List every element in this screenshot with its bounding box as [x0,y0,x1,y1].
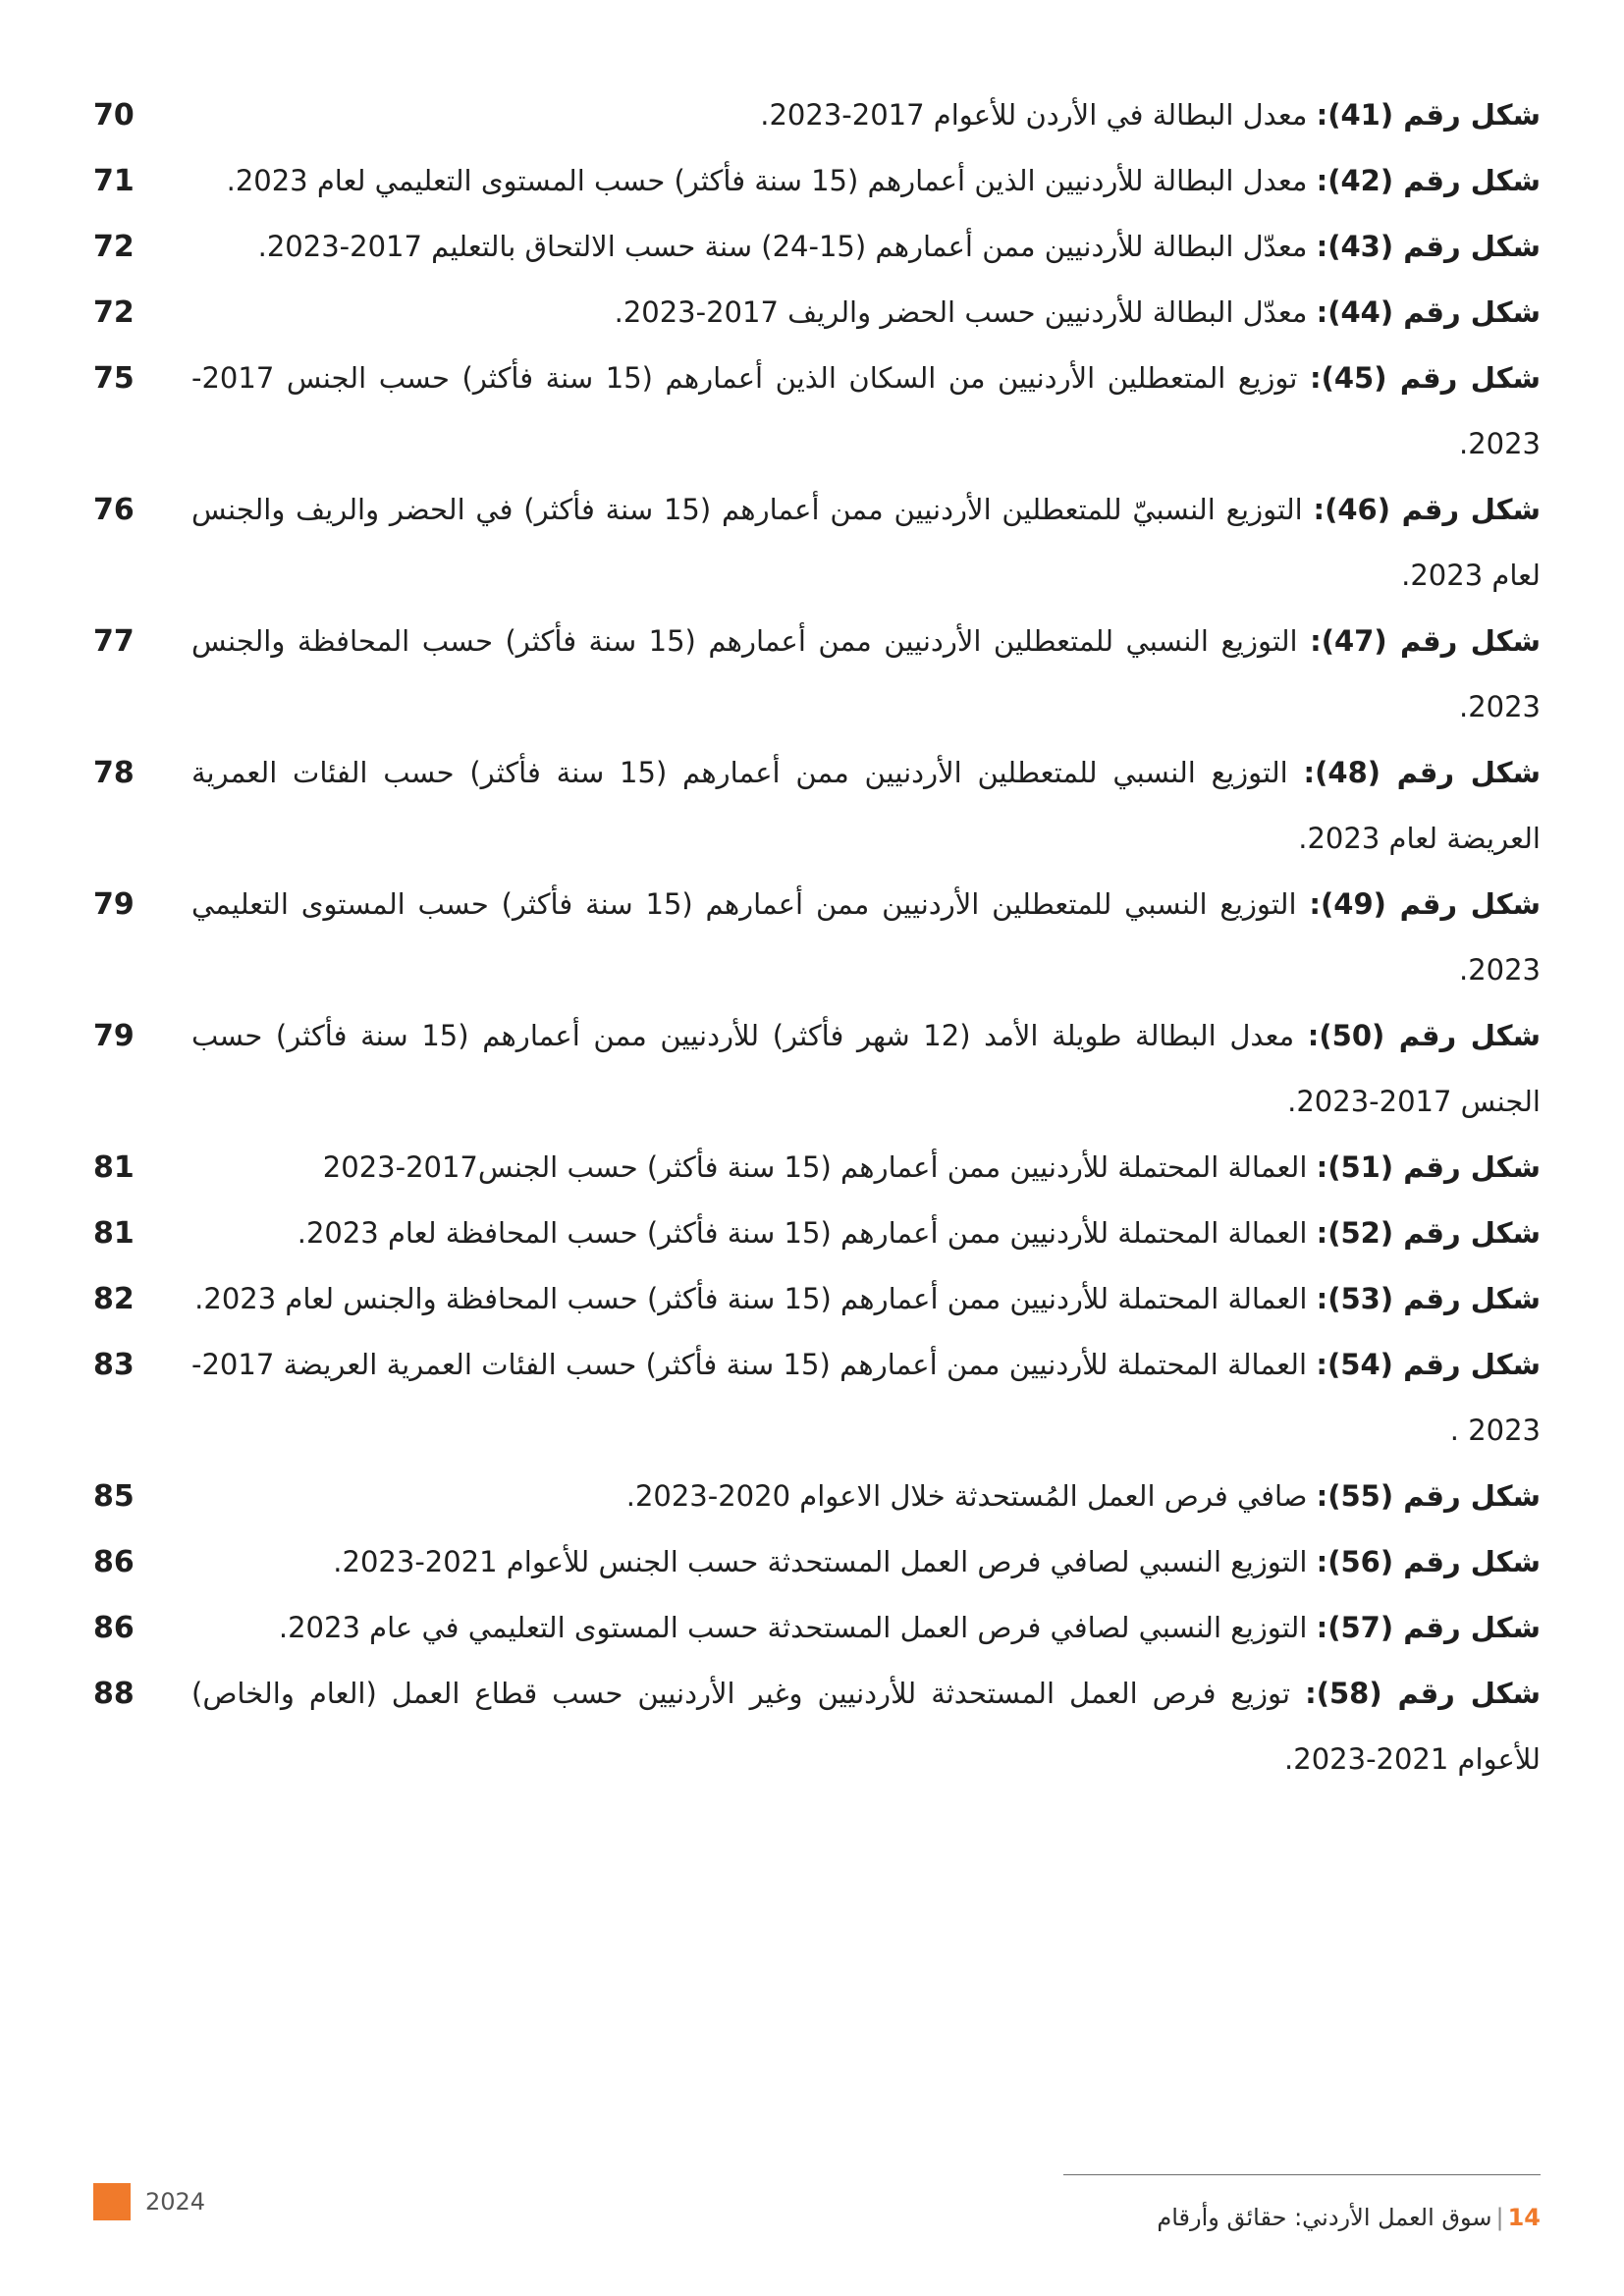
figure-title: العمالة المحتملة للأردنيين ممن أعمارهم (15 سنة فأكثر) حسب المحافظة والجنس لعام 2023. [194,1282,1308,1315]
toc-entry-text [191,1201,1541,1266]
toc-entry-text [191,1595,1541,1661]
page-number: 82 [93,1282,135,1316]
page-number: 77 [93,624,135,659]
toc-entry [93,1529,1541,1595]
page-number: 76 [93,493,135,527]
toc-entry-text [191,1332,1541,1464]
page-number: 75 [93,361,135,396]
toc-entry-text [191,609,1541,740]
figure-label: شكل رقم (48): [1303,756,1542,789]
toc-entry-text [191,740,1541,872]
footer-accent-square [93,2183,131,2220]
page-number: 81 [93,1216,135,1251]
footer-book-title: سوق العمل الأردني: حقائق وأرقام [1157,2204,1492,2231]
toc-entry [93,1201,1541,1266]
page-number: 81 [93,1150,135,1185]
figure-label: شكل رقم (54): [1316,1348,1542,1381]
toc-entry [93,740,1542,872]
toc-entry [93,477,1541,609]
figure-title: التوزيع النسبي للمتعطلين الأردنيين ممن أعمارهم (15 سنة فأكثر) حسب المستوى التعليمي 2023. [191,887,1541,987]
toc-entry [93,609,1542,740]
toc-entry-text [191,1529,1541,1595]
page-number: 71 [93,164,135,198]
toc-entry-text [191,477,1541,609]
toc-entry-text [191,1464,1541,1529]
toc-entry-text [191,872,1541,1003]
toc-entry [93,214,1541,280]
page-number: 85 [93,1479,135,1514]
page-number: 72 [93,295,135,330]
footer-divider [1063,2174,1541,2175]
toc-entry [93,82,1541,148]
toc-entry [93,1464,1541,1529]
toc-entry [93,872,1541,1003]
page-number: 78 [93,756,135,790]
figure-title: التوزيع النسبي للمتعطلين الأردنيين ممن أعمارهم (15 سنة فأكثر) حسب الفئات العمرية العريضة لعام 2023. [191,756,1541,855]
figure-label: شكل رقم (50): [1307,1019,1541,1052]
figure-title: التوزيع النسبي لصافي فرص العمل المستحدثة حسب المستوى التعليمي في عام 2023. [278,1611,1308,1644]
figure-title: العمالة المحتملة للأردنيين ممن أعمارهم (15 سنة فأكثر) حسب الفئات العمرية العريضة 2017-2023 . [191,1348,1541,1447]
toc-entry-text [191,280,1541,346]
figure-title: التوزيع النسبي لصافي فرص العمل المستحدثة حسب الجنس للأعوام 2021-2023. [333,1545,1308,1578]
page-number: 86 [93,1545,135,1579]
figure-label: شكل رقم (46): [1313,493,1541,526]
figure-title: معدّل البطالة للأردنيين حسب الحضر والريف 2017-2023. [614,295,1308,329]
footer-title-block [1157,2200,1541,2235]
page-number: 88 [93,1677,135,1711]
toc-entry [93,1661,1542,1792]
page-number: 79 [93,887,135,922]
toc-entry [93,1266,1541,1332]
toc-entry-text [191,148,1541,214]
page-number: 83 [93,1348,135,1382]
figure-title: معدل البطالة طويلة الأمد (12 شهر فأكثر) للأردنيين ممن أعمارهم (15 سنة فأكثر) حسب الجنس 2017-2023. [191,1019,1541,1118]
figure-title: توزيع فرص العمل المستحدثة للأردنيين وغير الأردنيين حسب قطاع العمل (العام والخاص) للأعوام 2021-2023. [191,1677,1541,1776]
toc-entry [93,1135,1541,1201]
toc-entry-text [191,1135,1541,1201]
figure-label: شكل رقم (52): [1316,1216,1541,1250]
page-number: 72 [93,230,135,264]
figure-label: شكل رقم (51): [1316,1150,1541,1184]
toc-entry-text [191,1266,1541,1332]
page-number: 79 [93,1019,135,1053]
figure-label: شكل رقم (44): [1316,295,1541,329]
figure-title: توزيع المتعطلين الأردنيين من السكان الذين أعمارهم (15 سنة فأكثر) حسب الجنس 2017-2023. [191,361,1541,460]
toc-entry-text [191,1661,1541,1792]
figure-title: العمالة المحتملة للأردنيين ممن أعمارهم (15 سنة فأكثر) حسب المحافظة لعام 2023. [297,1216,1308,1250]
toc-entry-text [191,1003,1541,1135]
toc-entry-text [191,214,1541,280]
toc-entry [93,1332,1542,1464]
toc-entry-text [191,82,1541,148]
figure-title: صافي فرص العمل المُستحدثة خلال الاعوام 2020-2023. [625,1479,1308,1513]
figure-label: شكل رقم (53): [1316,1282,1541,1315]
toc-entry [93,1003,1541,1135]
figure-title: التوزيع النسبي للمتعطلين الأردنيين ممن أعمارهم (15 سنة فأكثر) حسب المحافظة والجنس 2023. [191,624,1541,723]
figure-title: معدل البطالة للأردنيين الذين أعمارهم (15 سنة فأكثر) حسب المستوى التعليمي لعام 2023. [226,164,1308,197]
figure-label: شكل رقم (49): [1309,887,1541,921]
figure-label: شكل رقم (41): [1316,98,1541,132]
figure-list [93,82,1542,1792]
toc-entry [93,280,1541,346]
figure-title: التوزيع النسبيّ للمتعطلين الأردنيين ممن أعمارهم (15 سنة فأكثر) في الحضر والريف والجنس لعام 2023. [191,493,1541,592]
footer-page-number: 14 [1507,2204,1541,2231]
figure-label: شكل رقم (43): [1316,230,1541,263]
figure-label: شكل رقم (57): [1316,1611,1541,1644]
figure-label: شكل رقم (55): [1316,1479,1541,1513]
toc-entry [93,148,1541,214]
figure-label: شكل رقم (58): [1305,1677,1542,1710]
footer-separator: | [1495,2204,1504,2231]
figure-label: شكل رقم (45): [1310,361,1542,395]
toc-entry [93,1595,1541,1661]
toc-entry [93,346,1542,477]
page-number: 70 [93,98,135,133]
figure-title: معدل البطالة في الأردن للأعوام 2017-2023. [760,98,1308,132]
figure-title: العمالة المحتملة للأردنيين ممن أعمارهم (15 سنة فأكثر) حسب الجنس2017-2023 [322,1150,1308,1184]
page-number: 86 [93,1611,135,1645]
figure-title: معدّل البطالة للأردنيين ممن أعمارهم (15-24) سنة حسب الالتحاق بالتعليم 2017-2023. [257,230,1308,263]
figure-label: شكل رقم (42): [1316,164,1541,197]
figure-label: شكل رقم (47): [1310,624,1542,658]
figure-label: شكل رقم (56): [1316,1545,1541,1578]
toc-entry-text [191,346,1541,477]
footer-year: 2024 [145,2188,206,2216]
